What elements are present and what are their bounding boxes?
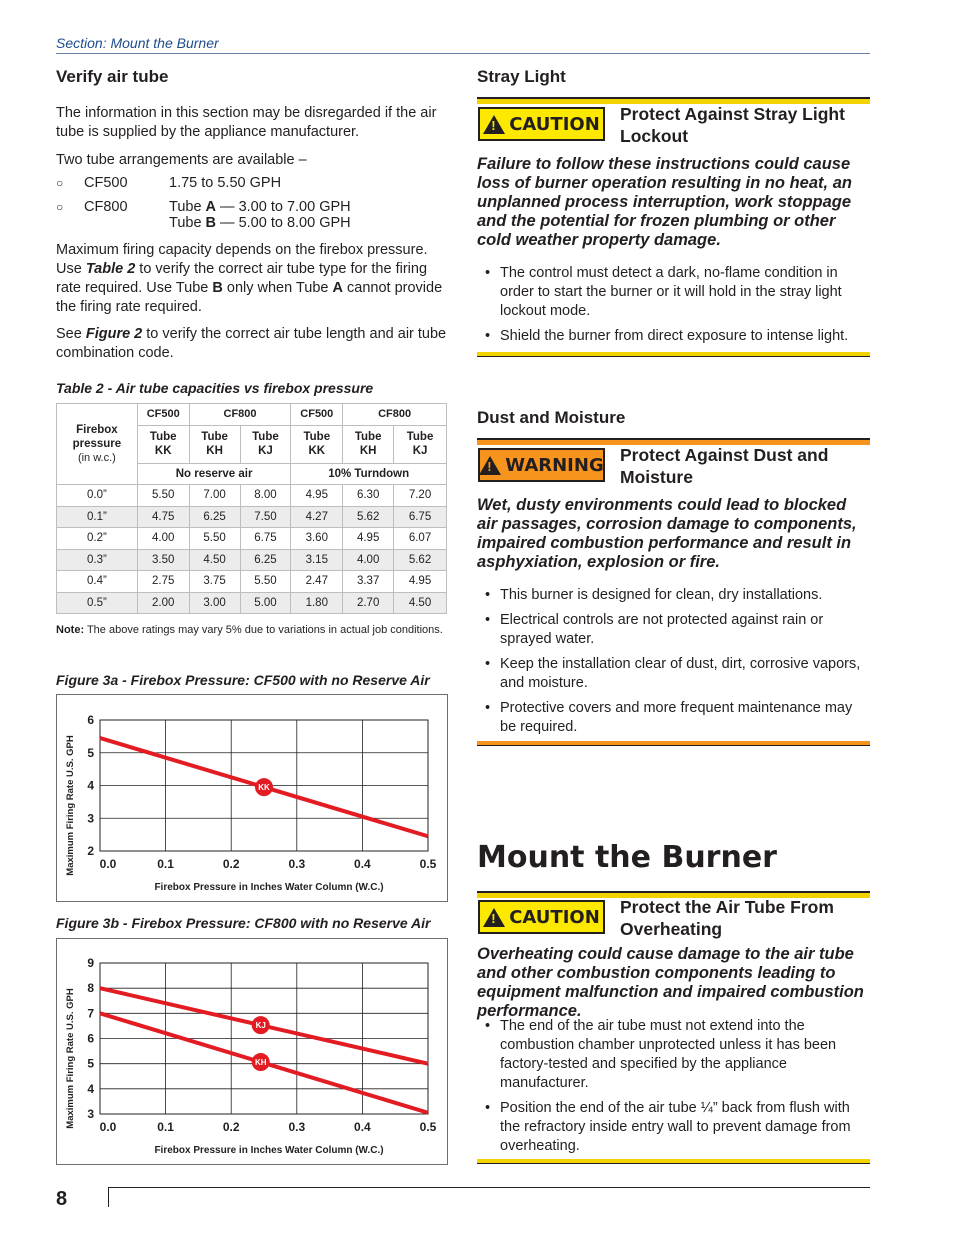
table-row (57, 549, 447, 571)
capacity-cell: 3.50 (137, 549, 189, 571)
capacity-cell: 3.37 (343, 571, 394, 593)
y-tick-label: 3 (87, 811, 94, 826)
x-tick-label: 0.2 (222, 857, 240, 871)
firing-capacity-paragraph: Maximum firing capacity depends on the firebox pressure. Use Table 2 to verify the correct air tube type for the firing rate required. Use Tube B only when Tube A cannot provide the firing rate required. (56, 242, 443, 315)
tube-b-range: Tube B — 5.00 to 8.00 GPH (169, 215, 351, 231)
mount-protect-title: Protect the Air Tube From Overheating (620, 897, 834, 939)
capacity-cell: 5.00 (240, 592, 291, 614)
list-item: • The control must detect a dark, no-flame condition in order to start the burner or it will hold in the stray light lockout mode. (477, 264, 870, 321)
figure-3b-title: Figure 3b - Firebox Pressure: CF800 with no Reserve Air (56, 915, 431, 931)
list-item: • This burner is designed for clean, dry installations. (477, 586, 870, 605)
stray-light-heading: Stray Light (477, 67, 566, 86)
mount-warning-text: Overheating could cause damage to the air tube and other combustion components leading to equipment malfunction and impaired combustion performance. (477, 945, 864, 1020)
stray-warning-text: Failure to follow these instructions could cause loss of burner operation resulting in no heat, an unplanned process interruption, work stoppage and the potential for frozen plumbing or other cold weather property damage. (477, 155, 852, 249)
capacity-cell: 4.95 (291, 485, 343, 507)
dust-bullets (477, 586, 870, 743)
span-header: No reserve air (137, 463, 291, 485)
tube-header: Tube KK (137, 425, 189, 463)
pressure-cell: 0.5” (57, 592, 138, 614)
capacity-cell: 2.75 (137, 571, 189, 593)
capacity-cell: 6.25 (189, 506, 240, 528)
stray-protect-title: Protect Against Stray Light Lockout (620, 104, 845, 146)
capacity-cell: 3.15 (291, 549, 343, 571)
table-note: Note: The above ratings may vary 5% due to variations in actual job conditions. (56, 624, 443, 636)
list-item: • Position the end of the air tube ¼” back from flush with the refractory inside entry wall to prevent damage from overheating. (477, 1099, 870, 1156)
x-tick-label: 0.2 (222, 1120, 240, 1134)
capacity-cell: 5.50 (189, 528, 240, 550)
group-header: CF800 (189, 404, 291, 426)
list-item: • Electrical controls are not protected against rain or sprayed water. (477, 611, 870, 649)
verify-air-tube-heading: Verify air tube (56, 67, 169, 86)
tube-header: Tube KH (189, 425, 240, 463)
capacity-cell: 4.00 (137, 528, 189, 550)
x-tick-label: 0.1 (157, 1120, 174, 1134)
warning-badge: ! WARNING (478, 448, 605, 482)
x-tick-label: 0.0 (99, 857, 117, 871)
model-name: CF800 (84, 199, 128, 215)
group-header: CF800 (343, 404, 447, 426)
figure-3b-frame (56, 938, 448, 1165)
list-item: • The end of the air tube must not extend into the combustion chamber unprotected unless it has been factory-tested and specified by the appliance manufacturer. (477, 1017, 870, 1093)
model-range: 1.75 to 5.50 GPH (169, 175, 282, 191)
series-label: KJ (255, 1021, 266, 1031)
capacity-cell: 2.47 (291, 571, 343, 593)
header-rule (56, 53, 870, 54)
y-tick-label: 5 (87, 1056, 94, 1071)
capacity-cell: 7.00 (189, 485, 240, 507)
tube-header: Tube KJ (240, 425, 291, 463)
tube-header: Tube KH (343, 425, 394, 463)
stray-bullets (477, 264, 870, 352)
mount-burner-title: Mount the Burner (477, 840, 777, 875)
list-bullet: ○ (56, 200, 64, 214)
dust-warning-text: Wet, dusty environments could lead to blocked air passages, corrosion damage to components, impaired combustion performance and result in asphyxiation, explosion or fire. (477, 496, 857, 571)
capacity-cell: 5.50 (240, 571, 291, 593)
capacity-cell: 6.07 (394, 528, 447, 550)
capacity-cell: 7.20 (394, 485, 447, 507)
firebox-pressure-header: Firebox pressure (in w.c.) (57, 404, 138, 485)
capacity-cell: 8.00 (240, 485, 291, 507)
footer-divider (108, 1187, 109, 1207)
x-axis-title: Firebox Pressure in Inches Water Column (W.C.) (154, 882, 384, 893)
mount-bottom-rule (477, 1163, 870, 1164)
y-tick-label: 6 (87, 1031, 94, 1046)
y-tick-label: 8 (87, 981, 94, 996)
capacity-cell: 4.00 (343, 549, 394, 571)
capacity-cell: 1.80 (291, 592, 343, 614)
capacity-cell: 6.30 (343, 485, 394, 507)
arrangements-intro: Two tube arrangements are available – (56, 152, 307, 168)
y-tick-label: 4 (87, 778, 94, 793)
y-tick-label: 5 (87, 745, 94, 760)
model-name: CF500 (84, 175, 128, 191)
figure-3a-frame (56, 694, 448, 902)
table-row (57, 592, 447, 614)
capacity-cell: 4.95 (343, 528, 394, 550)
air-tube-table (56, 403, 447, 614)
capacity-cell: 6.25 (240, 549, 291, 571)
capacity-cell: 7.50 (240, 506, 291, 528)
figure-3b-chart (57, 939, 447, 1164)
capacity-cell: 2.70 (343, 592, 394, 614)
y-tick-label: 2 (87, 844, 94, 858)
figure2-paragraph: See Figure 2 to verify the correct air tube length and air tube combination code. (56, 326, 447, 361)
footer-rule (108, 1187, 870, 1188)
span-header: 10% Turndown (291, 463, 447, 485)
dust-protect-title: Protect Against Dust and Moisture (620, 445, 829, 487)
capacity-cell: 4.50 (394, 592, 447, 614)
table-row (57, 485, 447, 507)
capacity-cell: 5.62 (394, 549, 447, 571)
caution-badge: ! CAUTION (478, 900, 605, 934)
capacity-cell: 4.50 (189, 549, 240, 571)
capacity-cell: 6.75 (240, 528, 291, 550)
series-label: KH (254, 1058, 267, 1068)
tube-header: Tube KK (291, 425, 343, 463)
arrangement-cf800 (56, 198, 446, 236)
x-tick-label: 0.4 (354, 1120, 371, 1134)
y-tick-label: 4 (87, 1081, 94, 1096)
x-tick-label: 0.5 (419, 1120, 437, 1134)
pressure-cell: 0.2” (57, 528, 138, 550)
list-item: • Protective covers and more frequent maintenance may be required. (477, 699, 870, 737)
section-label: Section: Mount the Burner (56, 35, 219, 51)
intro-paragraph: The information in this section may be disregarded if the air tube is supplied by the appliance manufacturer. (56, 105, 437, 140)
capacity-cell: 2.00 (137, 592, 189, 614)
capacity-cell: 5.50 (137, 485, 189, 507)
pressure-cell: 0.3” (57, 549, 138, 571)
figure-3a-chart (57, 695, 447, 901)
list-item: • Keep the installation clear of dust, dirt, corrosive vapors, and moisture. (477, 655, 870, 693)
warning-triangle-icon (479, 456, 501, 475)
capacity-cell: 4.27 (291, 506, 343, 528)
tube-a-range: Tube A — 3.00 to 7.00 GPH (169, 199, 351, 215)
group-header: CF500 (137, 404, 189, 426)
pressure-cell: 0.1” (57, 506, 138, 528)
stray-bottom-rule (477, 356, 870, 357)
dust-moisture-heading: Dust and Moisture (477, 408, 626, 427)
mount-bullets (477, 1017, 870, 1162)
capacity-cell: 3.75 (189, 571, 240, 593)
page-number: 8 (56, 1188, 68, 1210)
pressure-cell: 0.0” (57, 485, 138, 507)
list-item: • Shield the burner from direct exposure to intense light. (477, 327, 870, 346)
x-tick-label: 0.1 (157, 857, 174, 871)
group-header: CF500 (291, 404, 343, 426)
x-tick-label: 0.3 (288, 857, 306, 871)
table-row (57, 506, 447, 528)
capacity-cell: 3.60 (291, 528, 343, 550)
y-axis-title: Maximum Firing Rate U.S. GPH (65, 735, 76, 876)
y-tick-label: 7 (87, 1006, 94, 1021)
x-axis-title: Firebox Pressure in Inches Water Column (W.C.) (154, 1145, 384, 1156)
series-label: KK (258, 783, 270, 793)
pressure-cell: 0.4” (57, 571, 138, 593)
x-tick-label: 0.4 (354, 857, 371, 871)
warning-triangle-icon (483, 908, 505, 927)
tube-header: Tube KJ (394, 425, 447, 463)
x-tick-label: 0.3 (288, 1120, 306, 1134)
table-row (57, 528, 447, 550)
table-title: Table 2 - Air tube capacities vs firebox pressure (56, 380, 374, 396)
y-axis-title: Maximum Firing Rate U.S. GPH (65, 988, 76, 1129)
caution-badge: ! CAUTION (478, 107, 605, 141)
capacity-cell: 5.62 (343, 506, 394, 528)
capacity-cell: 3.00 (189, 592, 240, 614)
capacity-cell: 6.75 (394, 506, 447, 528)
y-tick-label: 3 (87, 1107, 94, 1121)
x-tick-label: 0.0 (99, 1120, 117, 1134)
figure-3a-title: Figure 3a - Firebox Pressure: CF500 with no Reserve Air (56, 672, 430, 688)
list-bullet: ○ (56, 176, 64, 190)
y-tick-label: 9 (87, 956, 94, 970)
x-tick-label: 0.5 (419, 857, 437, 871)
warning-triangle-icon (483, 115, 505, 134)
capacity-cell: 4.95 (394, 571, 447, 593)
dust-bottom-rule (477, 745, 870, 746)
y-tick-label: 6 (87, 713, 94, 727)
table-row (57, 571, 447, 593)
capacity-cell: 4.75 (137, 506, 189, 528)
